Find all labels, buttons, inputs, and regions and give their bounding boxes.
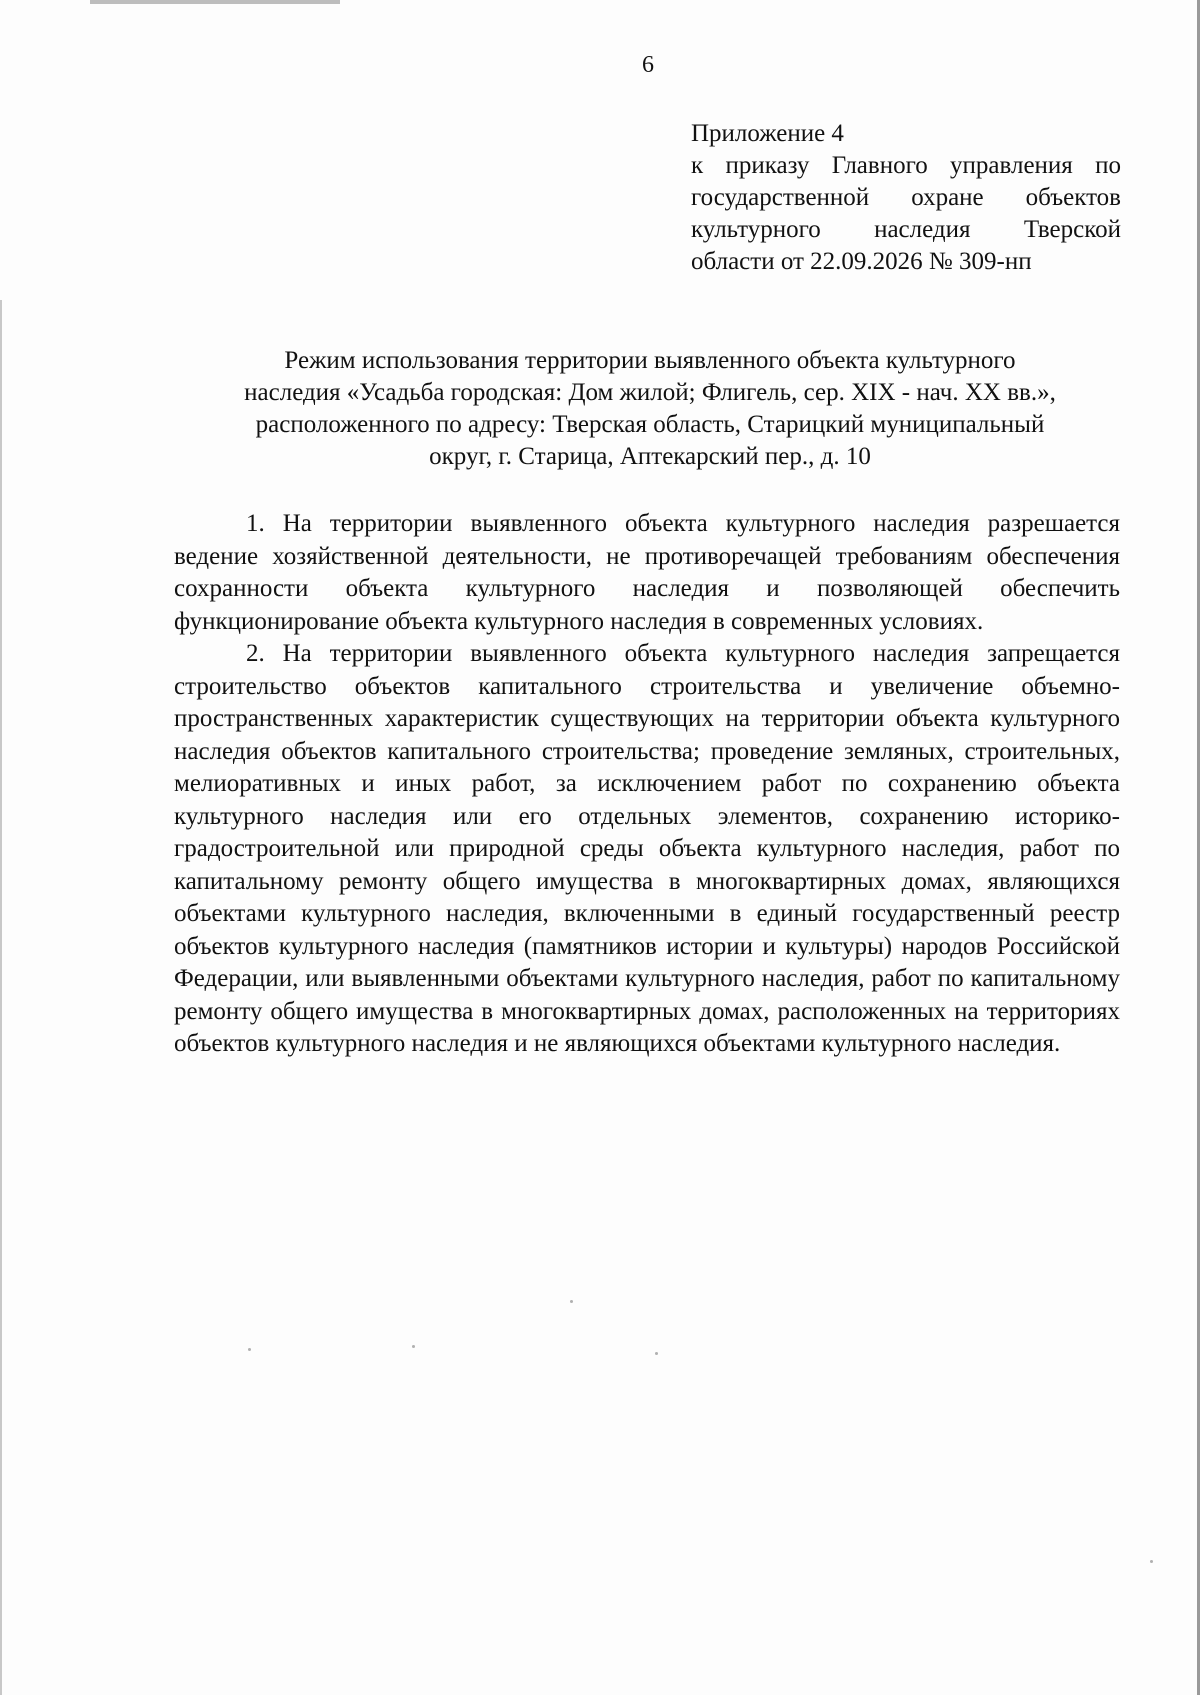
title-line-3: расположенного по адресу: Тверская область, Старицкий муниципальный	[255, 411, 1045, 438]
document-body	[174, 508, 1120, 1061]
title-line-2: наследия «Усадьба городская: Дом жилой; Флигель, сер. XIX - нач. XX вв.»,	[244, 379, 1056, 406]
scan-artifact-left-edge	[0, 300, 2, 1695]
appendix-line-2: к приказу Главного управления по	[691, 152, 1121, 179]
scan-speck	[248, 1348, 251, 1351]
scan-speck	[412, 1345, 415, 1348]
paragraph-2: 2. На территории выявленного объекта культурного наследия запрещается строительство объектов капитального строительства и увеличение объемно-пространственных характеристик существующих на территории объекта культурного наследия объектов капитального строительства; проведение земляных, строительных, мелиоративных и иных работ, за исключением работ по сохранению объекта культурного наследия или его отдельных элементов, сохранению историко-градостроительной или природной среды объекта культурного наследия, работ по капитальному ремонту общего имущества в многоквартирных домах, являющихся объектами культурного наследия, включенными в единый государственный реестр объектов культурного наследия (памятников истории и культуры) народов Российской Федерации, или выявленными объектами культурного наследия, работ по капитальному ремонту общего имущества в многоквартирных домах, расположенных на территориях объектов культурного наследия и не являющихся объектами культурного наследия.	[174, 640, 1120, 1057]
appendix-line-4: культурного наследия Тверской	[691, 216, 1121, 243]
appendix-line-3: государственной охране объектов	[691, 184, 1121, 211]
scan-speck	[655, 1352, 658, 1355]
scan-speck	[1150, 1560, 1153, 1563]
appendix-line-1: Приложение 4	[691, 120, 844, 147]
page-number: 6	[642, 52, 654, 78]
appendix-line-5: области от 22.09.2026 № 309-нп	[691, 248, 1032, 275]
document-title	[180, 345, 1120, 473]
paragraph-1: 1. На территории выявленного объекта культурного наследия разрешается ведение хозяйственной деятельности, не противоречащей требованиям обеспечения сохранности объекта культурного наследия и позволяющей обеспечить функционирование объекта культурного наследия в современных условиях.	[174, 510, 1120, 635]
title-line-1: Режим использования территории выявленного объекта культурного	[284, 347, 1016, 374]
appendix-header	[691, 118, 1121, 278]
title-line-4: округ, г. Старица, Аптекарский пер., д. 10	[429, 443, 871, 470]
scan-speck	[570, 1300, 573, 1303]
scan-artifact-top	[0, 0, 1200, 4]
